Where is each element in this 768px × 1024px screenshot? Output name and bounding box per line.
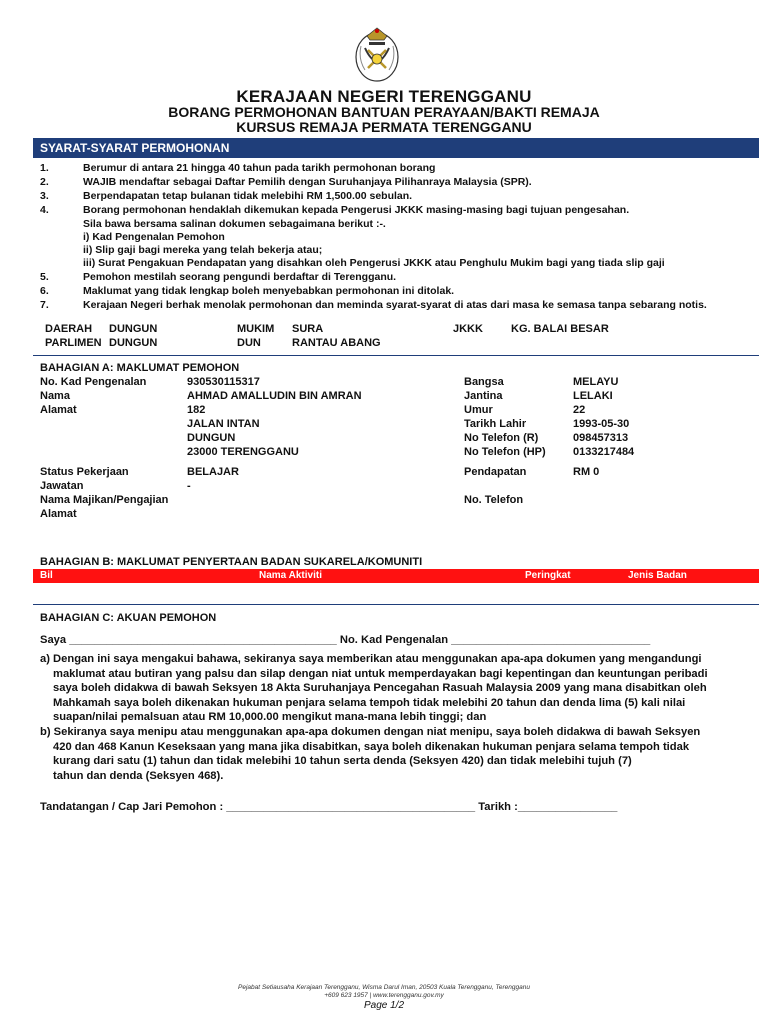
government-title: KERAJAAN NEGERI TERENGGANU — [236, 87, 532, 106]
tel-hp-label: No Telefon (HP) — [464, 446, 546, 458]
status-label: Status Pekerjaan — [40, 466, 129, 478]
parlimen-value: DUNGUN — [109, 337, 158, 349]
tarikh-lahir-label: Tarikh Lahir — [464, 418, 527, 430]
jantina-value: LELAKI — [573, 390, 613, 402]
jkkk-value: KG. BALAI BESAR — [511, 323, 609, 335]
declarant-line: Saya ___________________________________________ No. Kad Pengenalan ________________________________ — [40, 634, 651, 646]
requirement-sub-item: iii) Surat Pengakuan Pendapatan yang disahkan oleh Pengerusi JKKK atau Penghulu Mukim bagi yang tiada slip gaji — [83, 257, 665, 269]
dun-label: DUN — [237, 337, 261, 349]
course-title: KURSUS REMAJA PERMATA TERENGGANU — [236, 119, 532, 135]
daerah-label: DAERAH — [45, 323, 93, 335]
requirement-sub-item: i) Kad Pengenalan Pemohon — [83, 231, 225, 243]
umur-value: 22 — [573, 404, 586, 416]
form-title: BORANG PERMOHONAN BANTUAN PERAYAAN/BAKTI REMAJA — [168, 104, 600, 120]
pendapatan-value: RM 0 — [573, 466, 600, 478]
parlimen-label: PARLIMEN — [45, 337, 102, 349]
section-divider — [33, 355, 759, 356]
tel-r-value: 098457313 — [573, 432, 629, 444]
declaration-a: a) Dengan ini saya mengakui bahawa, sekiranya saya memberikan atau menggunakan apa-apa dokumen yang mengandungi maklumat atau butiran yang palsu dan silap dengan niat untuk memperdayakan bagi kepentingan dan keuntungan peribadi saya boleh didakwa di bawah Seksyen 18 Akta Suruhanjaya Pencegahan Rasuah Malaysia 2009 yang mana disabitkan oleh Mahkamah saya boleh dikenakan hukuman penjara selama tempoh tidak melebihi 20 tahun dan denda lima (5) kali nilai suapan/nilai pemalsuan atau RM 10,000.00 mengikut mana-mana lebih tinggi; dan — [40, 653, 708, 723]
section-divider — [33, 604, 759, 605]
section-b-heading: BAHAGIAN B: MAKLUMAT PENYERTAAN BADAN SUKARELA/KOMUNITI — [40, 556, 423, 568]
mukim-label: MUKIM — [237, 323, 275, 335]
umur-label: Umur — [464, 404, 493, 416]
pendapatan-label: Pendapatan — [464, 466, 527, 478]
mukim-value: SURA — [292, 323, 324, 335]
footer-address: Pejabat Setiausaha Kerajaan Terengganu, Wisma Darul Iman, 20503 Kuala Terengganu, Terengganu — [238, 984, 530, 991]
jkkk-label: JKKK — [453, 323, 483, 335]
alamat-line: DUNGUN — [187, 432, 236, 444]
bangsa-label: Bangsa — [464, 376, 504, 388]
requirement-sub-item: ii) Slip gaji bagi mereka yang telah bekerja atau; — [83, 244, 323, 256]
activity-table-header — [33, 569, 759, 583]
footer-contact: +609 623 1957 | www.terengganu.gov.my — [324, 992, 444, 999]
alamat-line: 182 — [187, 404, 206, 416]
alamat-line: JALAN INTAN — [187, 418, 260, 430]
tel-hp-value: 0133217484 — [573, 446, 635, 458]
nama-label: Nama — [40, 390, 70, 402]
section-a-heading: BAHAGIAN A: MAKLUMAT PEMOHON — [40, 362, 240, 374]
alamat-label: Alamat — [40, 404, 77, 416]
jantina-label: Jantina — [464, 390, 503, 402]
ic-label: No. Kad Pengenalan — [40, 376, 147, 388]
daerah-value: DUNGUN — [109, 323, 158, 335]
terengganu-crest-logo — [353, 24, 401, 84]
signature-line: Tandatangan / Cap Jari Pemohon : ________________________________________ Tarikh :________________ — [40, 801, 618, 813]
requirement-sub-intro: Sila bawa bersama salinan dokumen sebagaimana berikut :-. — [83, 218, 386, 230]
col-nama-aktiviti: Nama Aktiviti — [259, 570, 322, 581]
col-peringkat: Peringkat — [525, 570, 571, 581]
requirements-heading: SYARAT-SYARAT PERMOHONAN — [33, 138, 759, 158]
page-number: Page 1/2 — [363, 1000, 405, 1011]
alamat-majikan-label: Alamat — [40, 508, 77, 520]
section-c-heading: BAHAGIAN C: AKUAN PEMOHON — [40, 612, 217, 624]
nama-value: AHMAD AMALLUDIN BIN AMRAN — [187, 390, 362, 402]
tel-r-label: No Telefon (R) — [464, 432, 539, 444]
col-jenis-badan: Jenis Badan — [628, 570, 687, 581]
majikan-label: Nama Majikan/Pengajian — [40, 494, 169, 506]
ic-value: 930530115317 — [187, 376, 260, 388]
declaration-b: b) Sekiranya saya menipu atau menggunakan apa-apa dokumen dengan niat menipu, saya boleh didakwa di bawah Seksyen 420 dan 468 Kanun Keseksaan yang mana jika disabitkan, saya boleh dikenakan hukuman penjara selama tempoh tidak kurang dari satu (1) tahun dan tidak melebihi 10 tahun serta denda (Seksyen 420) dan tidak melebihi tujuh (7) tahun dan denda (Seksyen 468). — [40, 726, 701, 782]
tarikh-lahir-value: 1993-05-30 — [573, 418, 630, 430]
jawatan-label: Jawatan — [40, 480, 84, 492]
jawatan-value: - — [187, 480, 191, 492]
telefon-majikan-label: No. Telefon — [464, 494, 524, 506]
bangsa-value: MELAYU — [573, 376, 619, 388]
col-bil: Bil — [40, 570, 53, 581]
dun-value: RANTAU ABANG — [292, 337, 381, 349]
status-value: BELAJAR — [187, 466, 239, 478]
alamat-line: 23000 TERENGGANU — [187, 446, 299, 458]
